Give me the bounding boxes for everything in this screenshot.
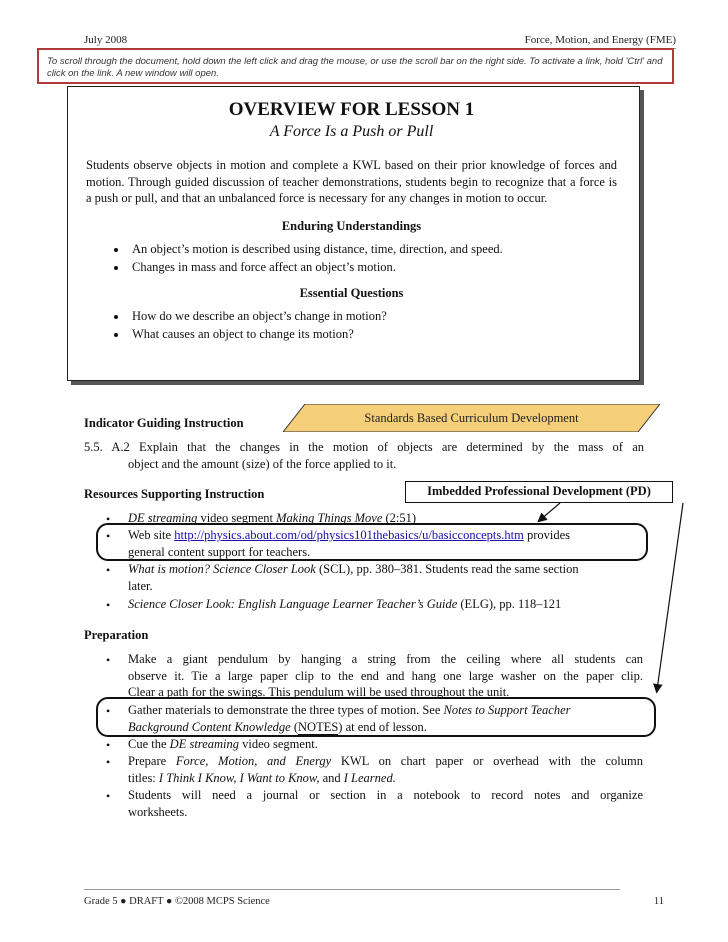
overview-subtitle: A Force Is a Push or Pull xyxy=(269,123,434,140)
list-item: • Changes in mass and force affect an object’s motion. xyxy=(128,258,617,276)
indicator-code: 5.5. A.2 xyxy=(84,440,130,454)
page-number: 11 xyxy=(653,896,664,907)
overview-paragraph: Students observe objects in motion and complete a KWL based on their prior knowledge of forces and motion. Through guided discussion of teacher demonstrations, students begin to recognize that a force is a push or pull, and that an unbalanced force is necessary for any changes in motion to occur. xyxy=(86,158,617,205)
indicator-line: object and the amount (size) of the force applied to it. xyxy=(128,456,397,471)
header-unit: Force, Motion, and Energy (FME) xyxy=(524,34,676,46)
physics-link[interactable]: http://physics.about.com/od/physics101thebasics/u/basicconcepts.htm xyxy=(174,528,524,542)
indicator-line: Explain that the changes in the motion of objects are determined by the mass of an xyxy=(139,440,645,454)
resources-heading: Resources Supporting Instruction xyxy=(84,487,265,501)
header-date: July 2008 xyxy=(84,34,128,46)
list-item: • What causes an object to change its motion? xyxy=(128,325,617,343)
list-item: Science Closer Look: English Language Learner Teacher’s Guide (ELG), pp. 118–121 xyxy=(128,597,562,611)
standards-callout-label: Standards Based Curriculum Development xyxy=(364,411,579,425)
indicator-heading: Indicator Guiding Instruction xyxy=(84,416,244,430)
list-item: • How do we describe an object’s change in motion? xyxy=(128,307,617,325)
highlight-ring xyxy=(96,523,648,561)
highlight-ring xyxy=(96,697,656,737)
list-item: Make a giant pendulum by hanging a string from the ceiling where all students can observe it. Tie a large paper clip to the end and hang one large washer on the paper clip. Clear a path for the swings. This pendulum will be used throughout the unit. xyxy=(128,652,643,699)
pd-callout: Imbedded Professional Development (PD) xyxy=(405,481,673,503)
preparation-heading: Preparation xyxy=(84,628,149,642)
list-item: DE streaming video segment Making Things Move (2:51) xyxy=(128,511,417,525)
questions-heading: Essential Questions xyxy=(299,285,404,300)
list-item: What is motion? Science Closer Look (SCL), pp. 380–381. Students read the same section later. xyxy=(128,562,579,593)
enduring-heading: Enduring Understandings xyxy=(281,218,422,233)
list-item: Cue the DE streaming video segment. xyxy=(128,737,318,751)
footer-rule xyxy=(84,889,620,890)
list-item: Gather materials to demonstrate the three types of motion. See Notes to Support Teacher Background Content Knowledge (NOTES) at end of lesson. xyxy=(128,703,571,734)
list-item: Web site http://physics.about.com/od/physics101thebasics/u/basicconcepts.htm provides general content support for teachers. xyxy=(128,528,571,559)
list-item: Prepare Force, Motion, and Energy KWL on chart paper or overhead with the column titles: I Think I Know, I Want to Know, and I Learned. xyxy=(128,754,644,785)
list-item: • An object’s motion is described using distance, time, direction, and speed. xyxy=(128,240,617,258)
overview-title: OVERVIEW FOR LESSON 1 xyxy=(228,99,475,120)
footer-text: Grade 5 ● DRAFT ● ©2008 MCPS Science xyxy=(84,896,270,907)
notes-reference[interactable]: NOTES xyxy=(298,719,339,734)
scroll-notice: To scroll through the document, hold down the left click and drag the mouse, or use the scroll bar on the right side. To activate a link, hold 'Ctrl' and click on the link. A new window will open. xyxy=(37,48,674,84)
list-item: Students will need a journal or section in a notebook to record notes and organize worksheets. xyxy=(128,788,643,819)
